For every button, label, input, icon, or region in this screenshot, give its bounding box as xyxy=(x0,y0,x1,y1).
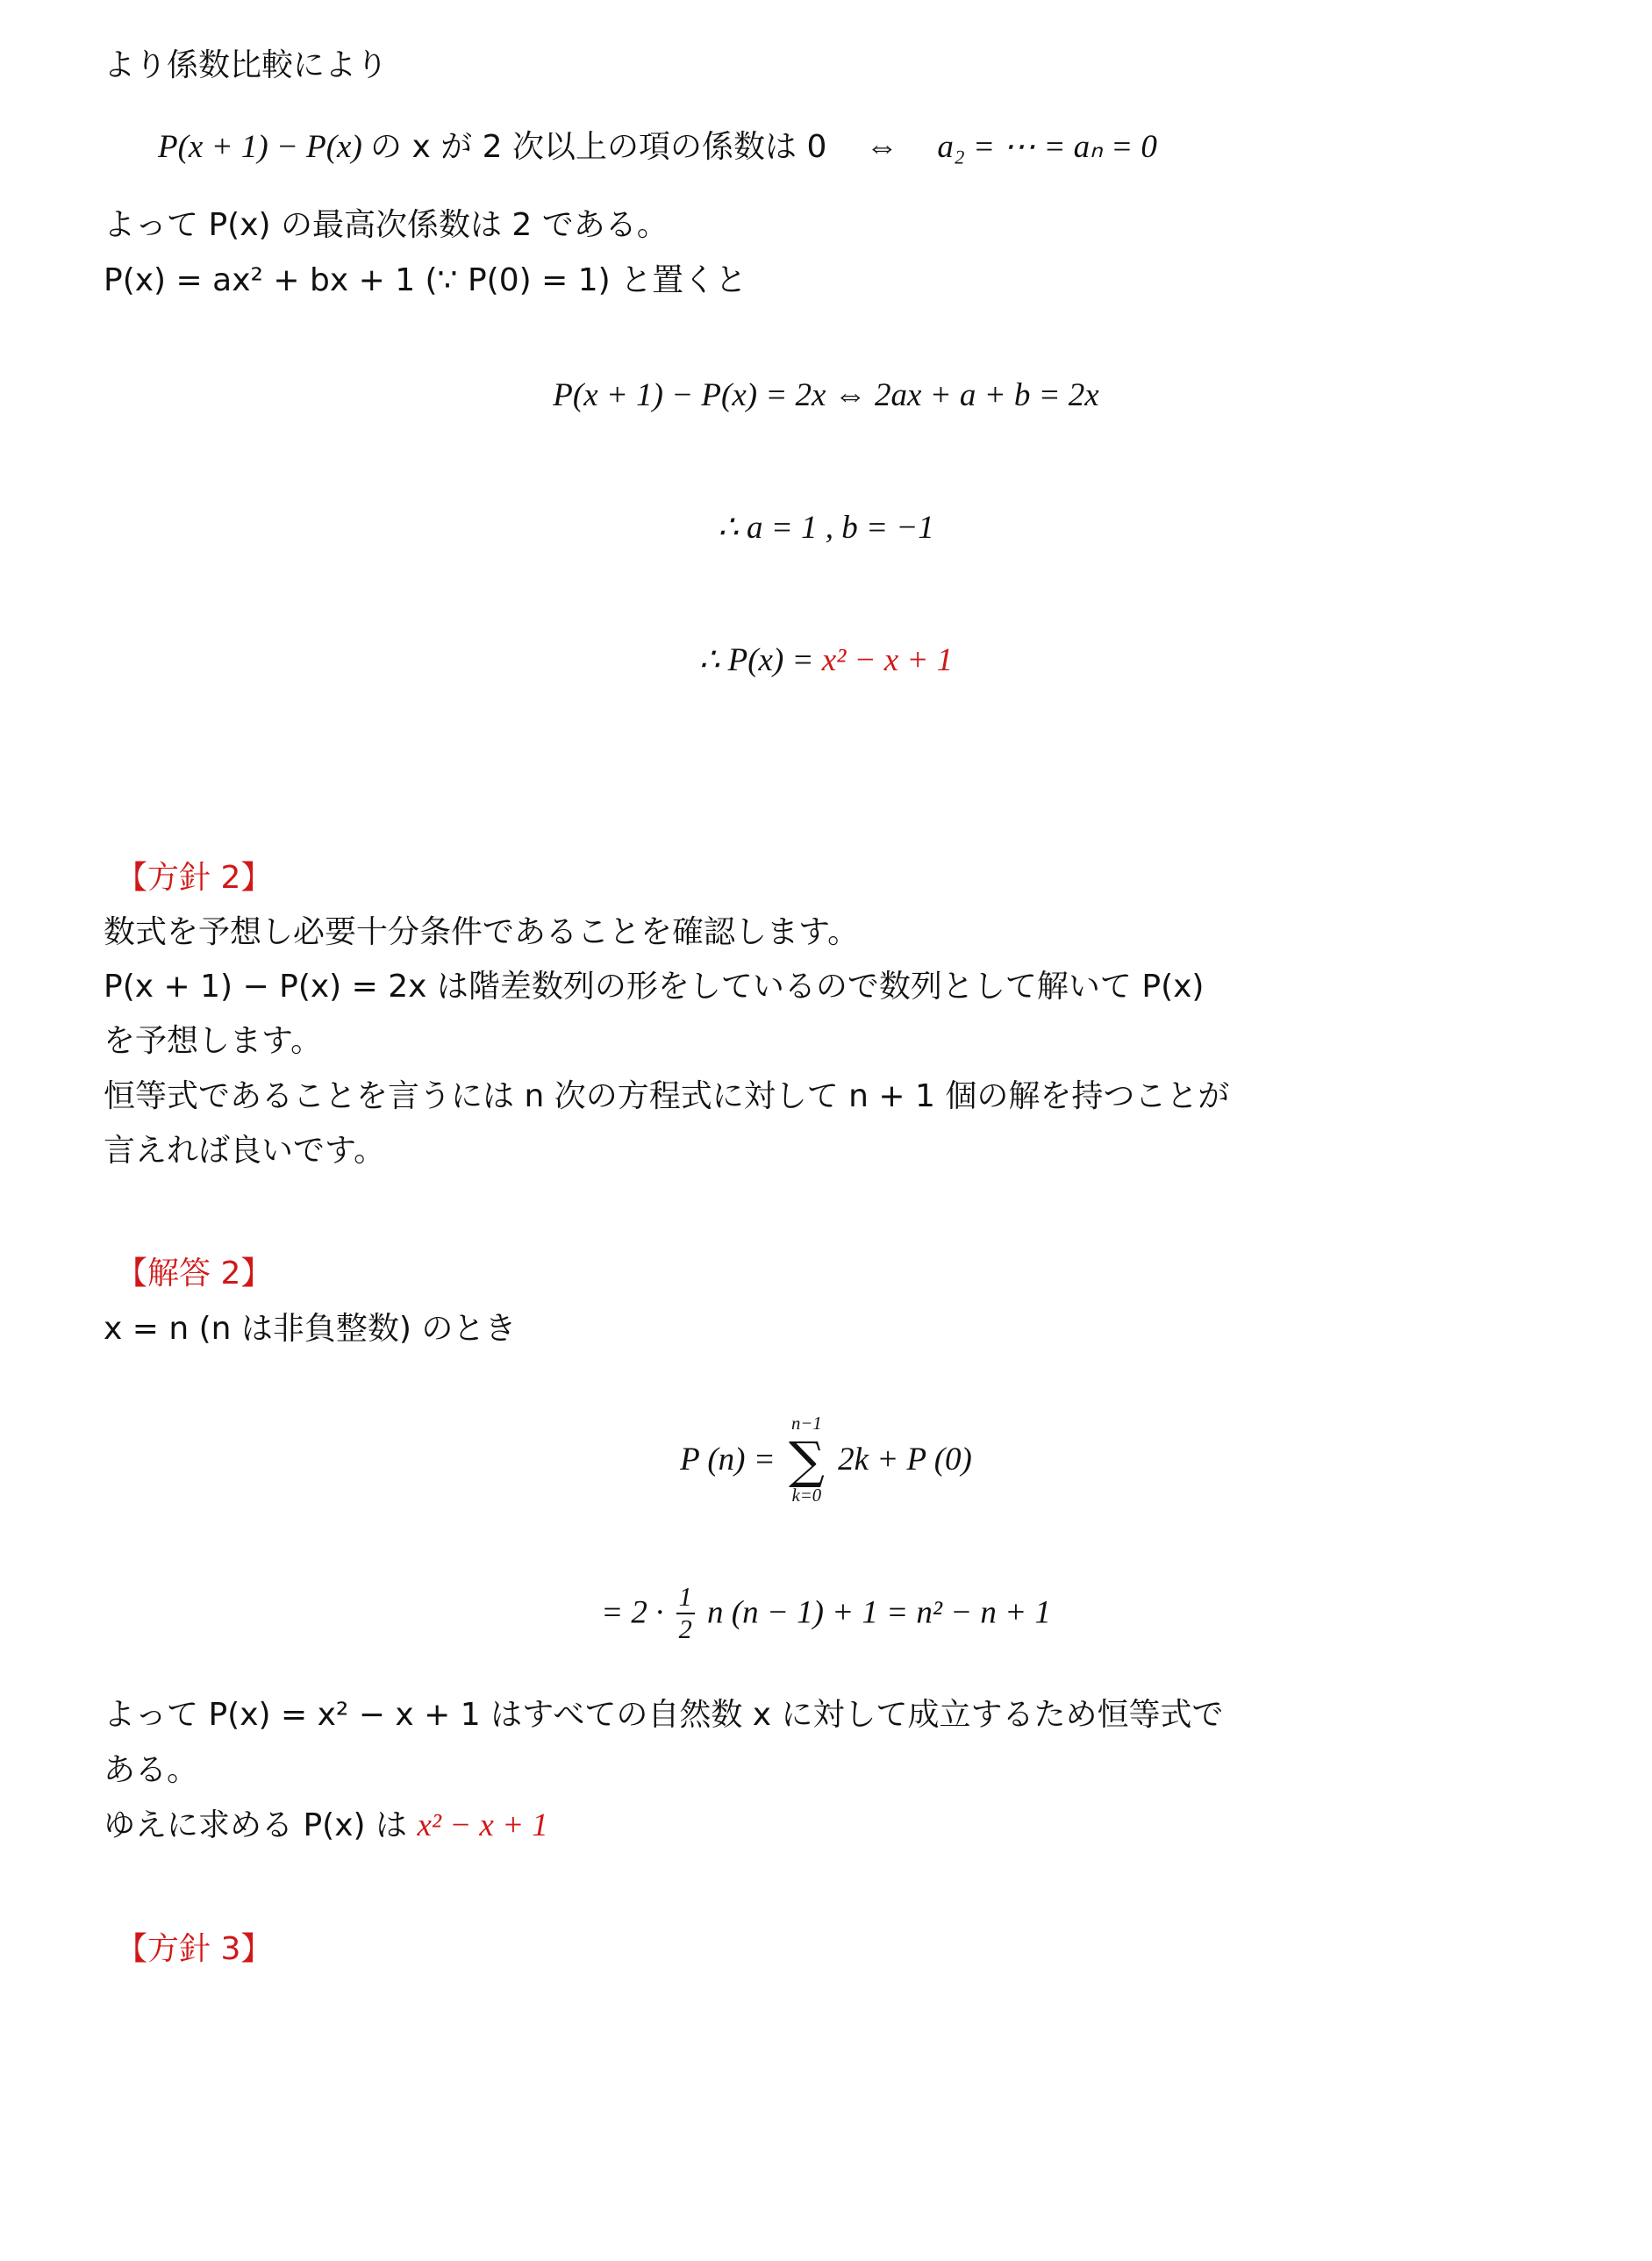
fraction-denominator: 2 xyxy=(676,1613,695,1644)
equation-sum-lhs: P (n) = xyxy=(680,1441,776,1478)
eq-coeff-middle: の x が 2 次以上の項の係数は 0 xyxy=(370,129,827,166)
spacer xyxy=(104,1358,1548,1385)
spacer xyxy=(104,1678,1548,1690)
summation-upper-limit: n−1 xyxy=(791,1414,822,1435)
spacer xyxy=(104,95,1548,121)
fraction-one-half xyxy=(676,1583,695,1644)
heading-policy-2: 【方針 2】 xyxy=(116,859,273,896)
spacer xyxy=(104,721,1548,853)
fraction-numerator: 1 xyxy=(678,1581,692,1612)
answer2-final-prefix: ゆえに求める P(x) は xyxy=(104,1807,418,1843)
equation-ab-values: ∴ a = 1 , b = −1 xyxy=(718,509,934,546)
spacer xyxy=(104,1540,1548,1552)
policy2-line-2: P(x + 1) − P(x) = 2x は階差数列の形をしているので数列として解いて P(x) xyxy=(104,969,1205,1005)
heading-policy-3: 【方針 3】 xyxy=(116,1930,273,1967)
summation-symbol xyxy=(789,1415,825,1506)
intro-line: より係数比較により xyxy=(104,47,389,83)
answer2-conclusion-line-1: よって P(x) = x² − x + 1 はすべての自然数 x に対して成立するため恒等式で xyxy=(104,1697,1224,1734)
equation-sum-prefix: = 2 · xyxy=(601,1594,664,1631)
sigma-icon: ∑ xyxy=(788,1430,825,1490)
policy2-line-4: 恒等式であることを言うには n 次の方程式に対して n + 1 個の解を持つことが xyxy=(104,1077,1230,1114)
spacer xyxy=(104,456,1548,469)
spacer xyxy=(104,1856,1548,1924)
spacer xyxy=(104,174,1548,200)
eq-coeff-lhs: P(x + 1) − P(x) xyxy=(158,129,362,166)
equation-summand: 2k + P (0) xyxy=(838,1441,972,1478)
equation-sum xyxy=(104,1414,1548,1507)
line-leading-coefficient: よって P(x) の最高次係数は 2 である。 xyxy=(104,207,669,244)
equation-coefficient-comparison xyxy=(104,121,1548,174)
eq-coeff-iff: ⇔ xyxy=(865,129,898,166)
line-set-polynomial: P(x) = ax² + bx + 1 (∵ P(0) = 1) と置くと xyxy=(104,261,747,298)
spacer xyxy=(104,310,1548,336)
spacer xyxy=(104,589,1548,601)
answer2-final-line xyxy=(104,1799,1548,1852)
heading-answer-2: 【解答 2】 xyxy=(116,1256,273,1292)
answer2-conclusion-line-2: ある。 xyxy=(104,1751,199,1788)
equation-final-prefix: ∴ P(x) = xyxy=(698,641,822,678)
answer2-line-1: x = n (n は非負整数) のとき xyxy=(104,1310,517,1347)
summation-lower-limit: k=0 xyxy=(791,1486,822,1506)
equation-final-result xyxy=(104,633,1548,689)
equation-expanded: P(x + 1) − P(x) = 2x ⇔ 2ax + a + b = 2x xyxy=(553,376,1099,413)
policy2-line-1: 数式を予想し必要十分条件であることを確認します。 xyxy=(104,913,860,950)
spacer xyxy=(104,1180,1548,1249)
equation-final-red: x² − x + 1 xyxy=(821,641,954,678)
answer2-final-red: x² − x + 1 xyxy=(417,1807,548,1843)
policy2-line-3: を予想します。 xyxy=(104,1023,323,1060)
equation-sum-rest: n (n − 1) + 1 = n² − n + 1 xyxy=(707,1594,1051,1631)
equation-sum-evaluated xyxy=(104,1581,1548,1646)
policy2-line-5: 言えれば良いです。 xyxy=(104,1133,386,1170)
eq-coeff-rhs: a₂ = ⋯ = aₙ = 0 xyxy=(937,129,1157,166)
